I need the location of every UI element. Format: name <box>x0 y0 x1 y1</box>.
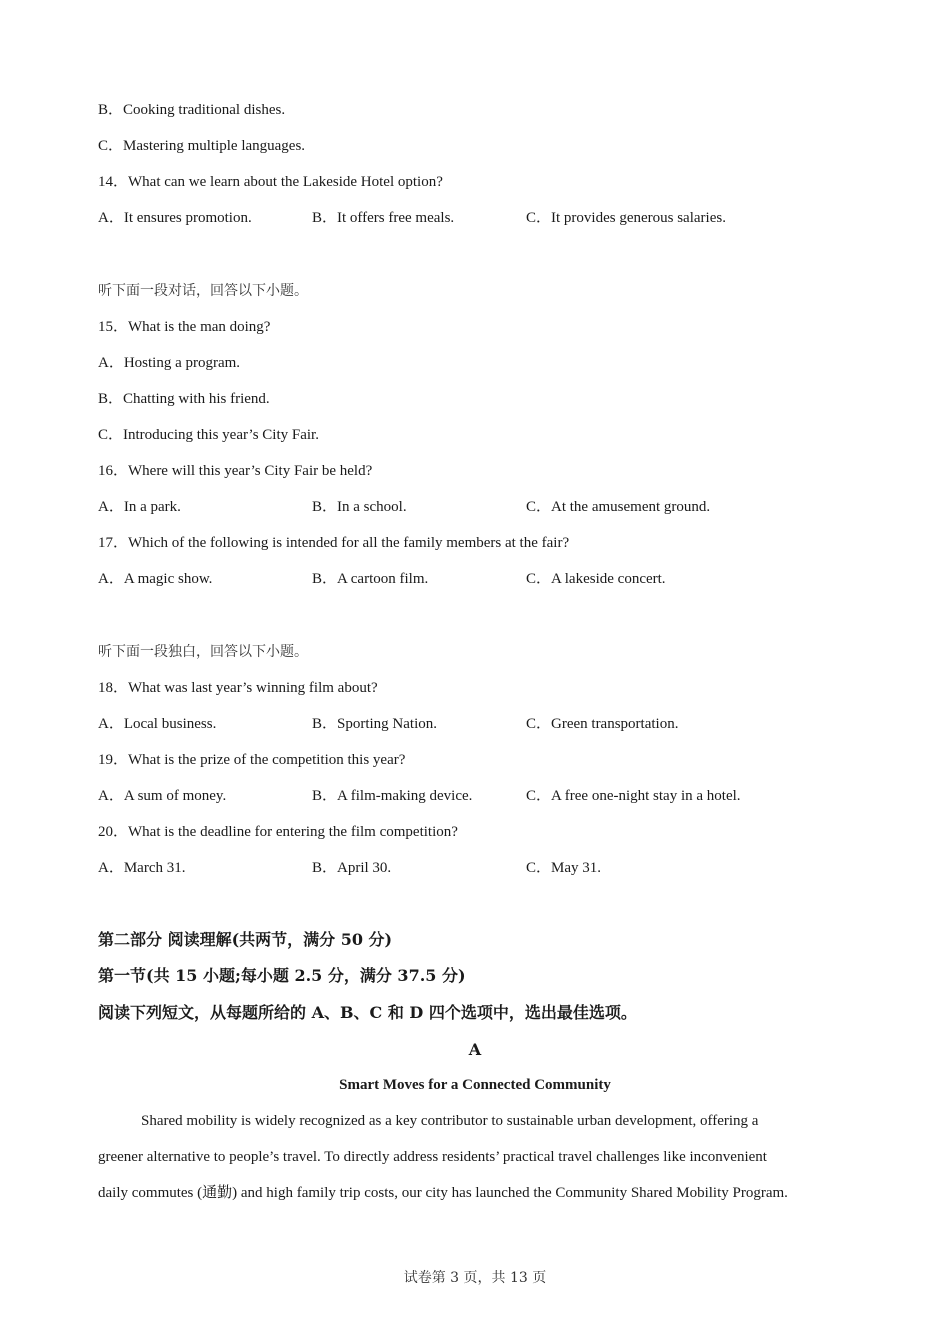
q17-option-c: C．A lakeside concert. <box>526 571 666 587</box>
q14-option-b: B．It offers free meals. <box>312 210 455 226</box>
q13-option-c: C．Mastering multiple languages. <box>98 138 306 154</box>
q16-stem: 16．Where will this year’s City Fair be held? <box>98 463 373 479</box>
q18-stem: 18．What was last year’s winning film about? <box>98 680 378 696</box>
q14-option-c: C．It provides generous salaries. <box>526 210 726 226</box>
q14-option-a: A．It ensures promotion. <box>98 210 252 226</box>
monologue-instruction: 听下面一段独白，回答以下小题。 <box>98 644 308 660</box>
q16-option-a: A．In a park. <box>98 499 181 515</box>
q17-option-b: B．A cartoon film. <box>312 571 429 587</box>
q16-option-b: B．In a school. <box>312 499 407 515</box>
q19-option-b: B．A film-making device. <box>312 788 473 804</box>
reading-instruction: 阅读下列短文，从每题所给的 A、B、C 和 D 四个选项中，选出最佳选项。 <box>98 1003 637 1022</box>
q18-option-a: A．Local business. <box>98 716 217 732</box>
q15-option-b: B．Chatting with his friend. <box>98 391 270 407</box>
q18-option-b: B．Sporting Nation. <box>312 716 438 732</box>
q20-stem: 20．What is the deadline for entering the film competition? <box>98 824 458 840</box>
q19-option-c: C．A free one-night stay in a hotel. <box>526 788 741 804</box>
q14-stem: 14．What can we learn about the Lakeside Hotel option? <box>98 174 443 190</box>
reading-part-title: 第二部分 阅读理解(共两节，满分 50 分) <box>98 930 393 949</box>
passage-letter: A <box>468 1040 482 1059</box>
q17-stem: 17．Which of the following is intended for all the family members at the fair? <box>98 535 570 551</box>
q15-option-c: C．Introducing this year’s City Fair. <box>98 427 319 443</box>
q20-option-c: C．May 31. <box>526 860 602 876</box>
q17-option-a: A．A magic show. <box>98 571 213 587</box>
q19-stem: 19．What is the prize of the competition this year? <box>98 752 406 768</box>
dialogue-instruction: 听下面一段对话，回答以下小题。 <box>98 283 308 299</box>
q20-option-b: B．April 30. <box>312 860 392 876</box>
passage-title: Smart Moves for a Connected Community <box>339 1077 611 1093</box>
q20-option-a: A．March 31. <box>98 860 186 876</box>
q18-option-c: C．Green transportation. <box>526 716 679 732</box>
q15-option-a: A．Hosting a program. <box>98 355 241 371</box>
reading-section-title: 第一节(共 15 小题;每小题 2.5 分，满分 37.5 分) <box>98 966 466 985</box>
passage-line-2: greener alternative to people’s travel. To directly address residents’ practical travel challenges like inconvenient <box>98 1149 767 1165</box>
passage-line-1: Shared mobility is widely recognized as a key contributor to sustainable urban development, offering a <box>141 1113 759 1129</box>
q16-option-c: C．At the amusement ground. <box>526 499 711 515</box>
page-footer: 试卷第 3 页，共 13 页 <box>403 1270 547 1286</box>
q13-option-b: B．Cooking traditional dishes. <box>98 102 286 118</box>
q19-option-a: A．A sum of money. <box>98 788 227 804</box>
passage-line-3: daily commutes (通勤) and high family trip costs, our city has launched the Community Shared Mobility Program. <box>98 1185 788 1201</box>
q15-stem: 15．What is the man doing? <box>98 319 271 335</box>
